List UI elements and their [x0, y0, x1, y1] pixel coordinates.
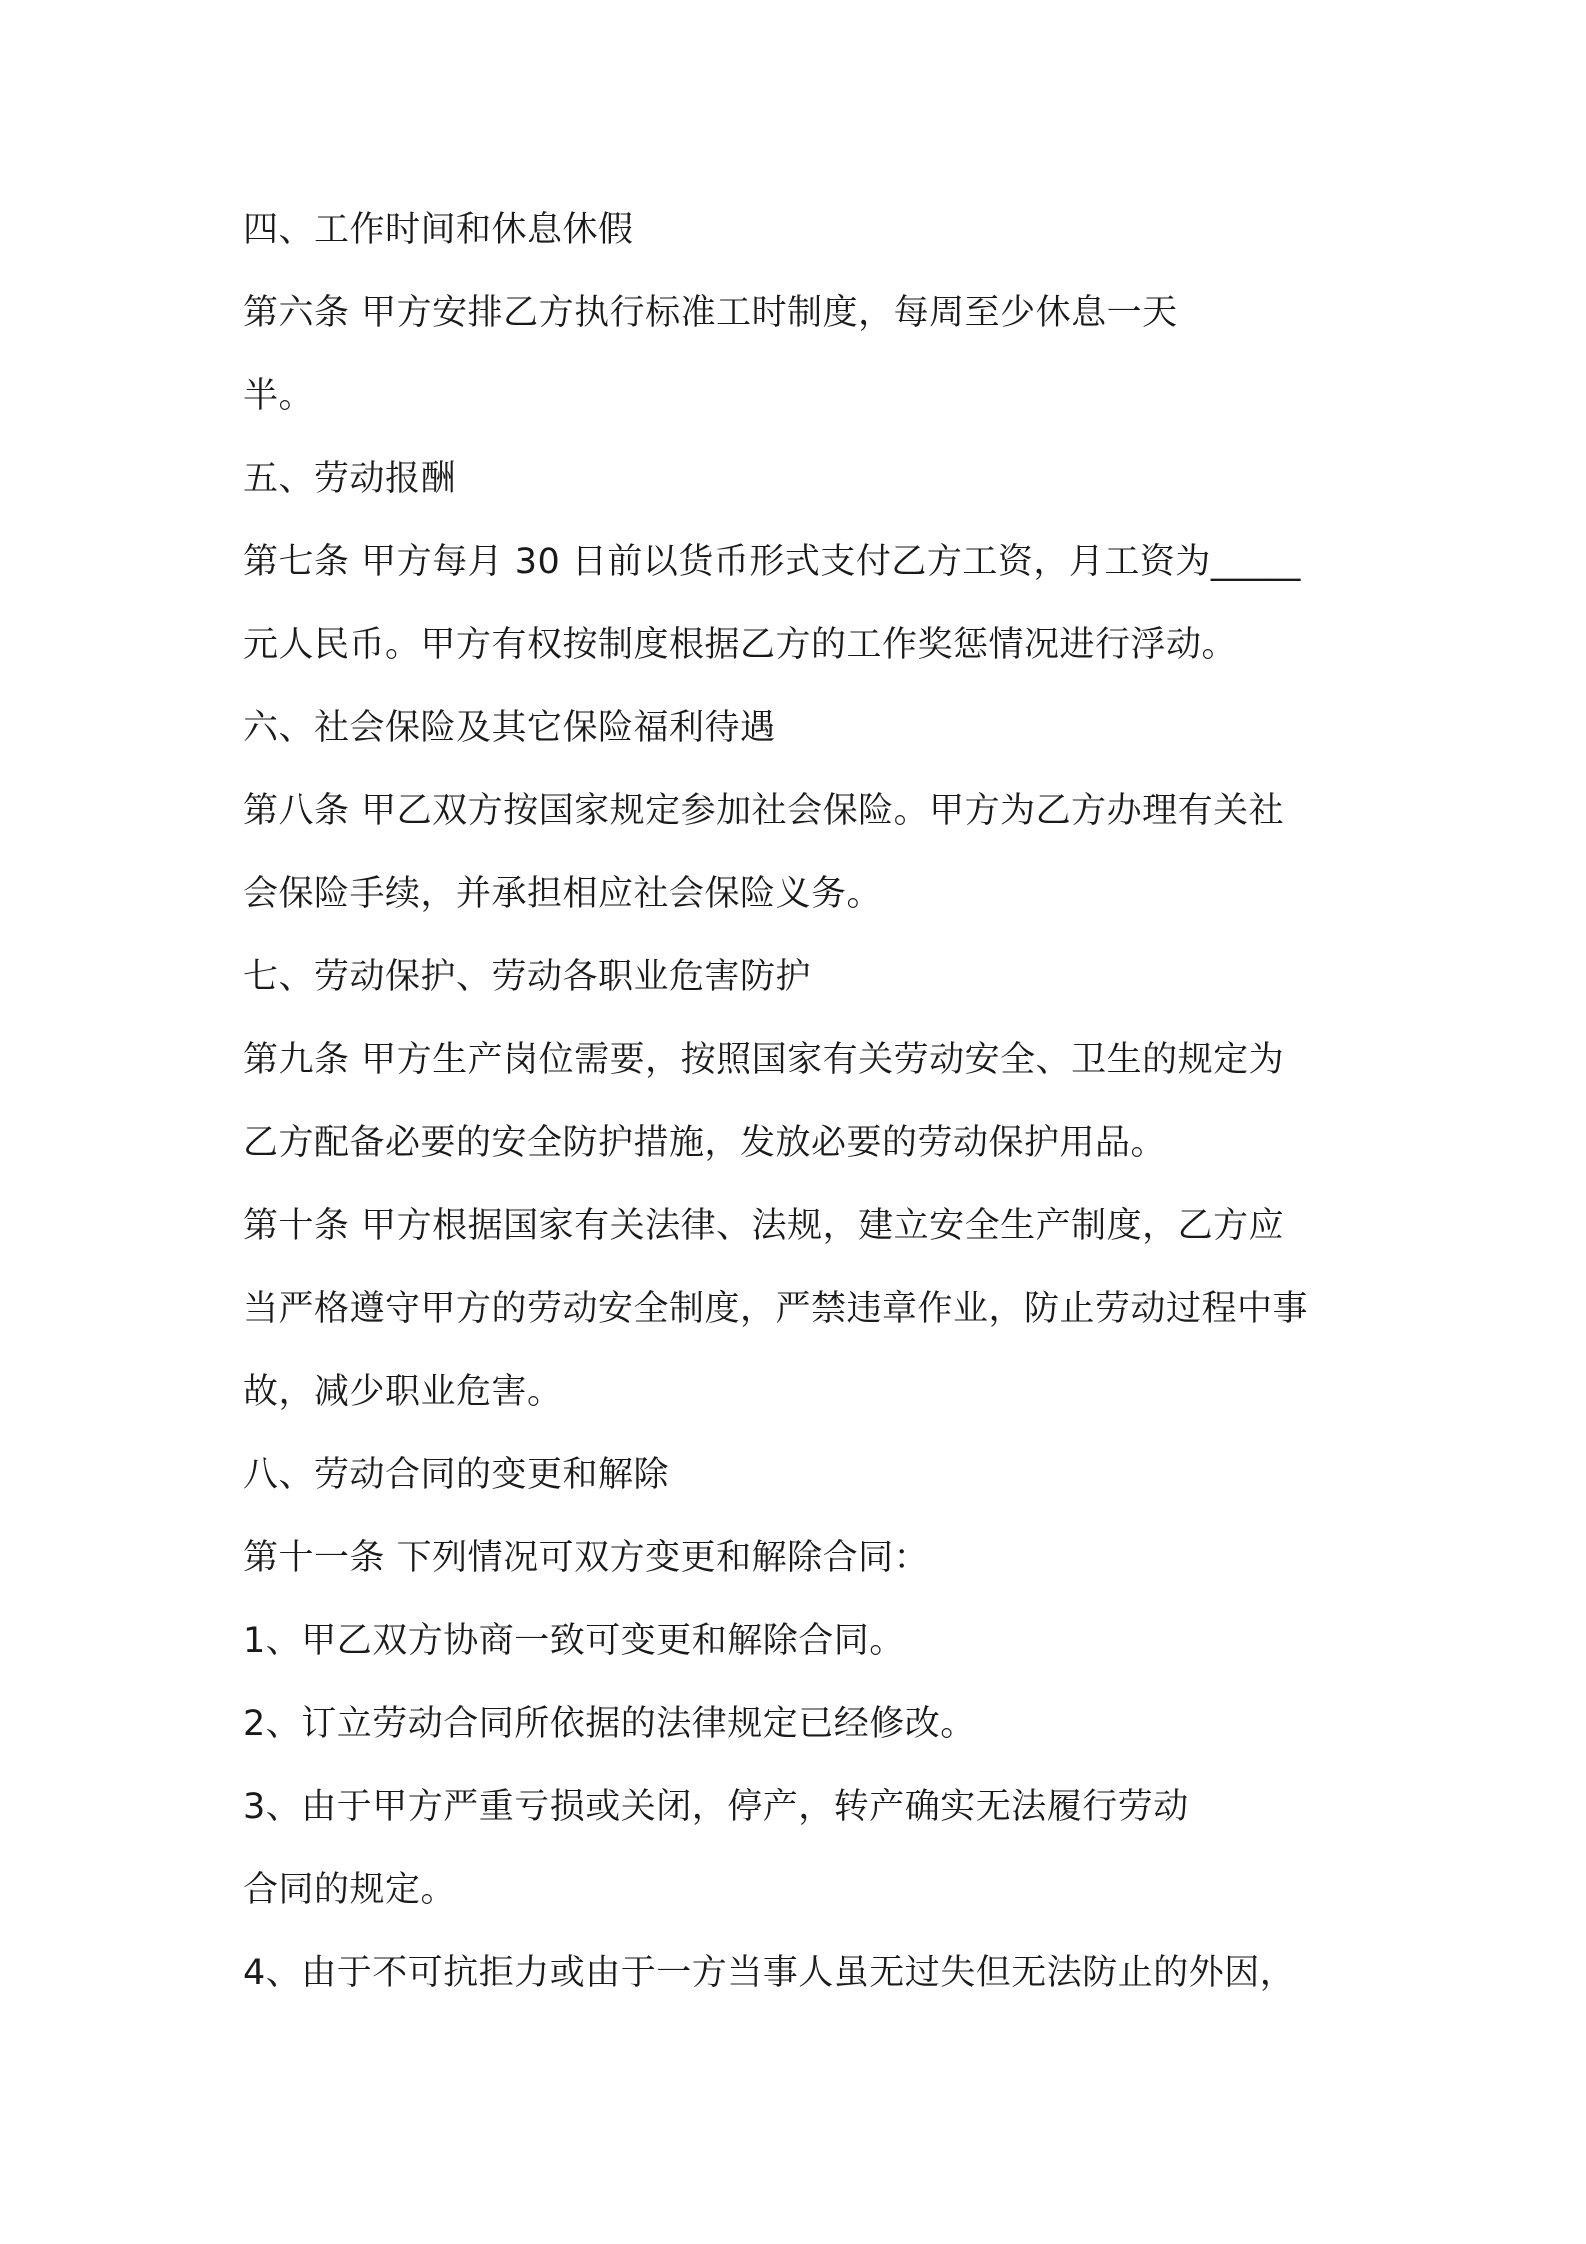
article-9-line-2: 乙方配备必要的安全防护措施，发放必要的劳动保护用品。 [243, 1123, 1167, 1163]
article-7-line-1: 第七条 甲方每月 30 日前以货币形式支付乙方工资，月工资为_____ [243, 542, 1301, 582]
section-heading-7: 七、劳动保护、劳动各职业危害防护 [243, 957, 812, 997]
article-10-line-1: 第十条 甲方根据国家有关法律、法规，建立安全生产制度，乙方应 [243, 1206, 1285, 1246]
article-10-line-3: 故，减少职业危害。 [243, 1372, 563, 1412]
section-heading-8: 八、劳动合同的变更和解除 [243, 1455, 670, 1495]
article-8-line-2: 会保险手续，并承担相应社会保险义务。 [243, 874, 883, 914]
article-6-line-2: 半。 [243, 376, 315, 416]
section-heading-6: 六、社会保险及其它保险福利待遇 [243, 708, 776, 748]
list-item-1: 1、甲乙双方协商一致可变更和解除合同。 [243, 1621, 905, 1661]
article-11-heading: 第十一条 下列情况可双方变更和解除合同： [243, 1538, 930, 1578]
list-item-2: 2、订立劳动合同所依据的法律规定已经修改。 [243, 1704, 976, 1744]
article-6-line-1: 第六条 甲方安排乙方执行标准工时制度，每周至少休息一天 [243, 293, 1178, 333]
article-8-line-1: 第八条 甲乙双方按国家规定参加社会保险。甲方为乙方办理有关社 [243, 791, 1285, 831]
list-item-3-line-1: 3、由于甲方严重亏损或关闭，停产，转产确实无法履行劳动 [243, 1787, 1189, 1827]
section-heading-4: 四、工作时间和休息休假 [243, 210, 634, 250]
article-10-line-2: 当严格遵守甲方的劳动安全制度，严禁违章作业，防止劳动过程中事 [243, 1289, 1309, 1329]
article-9-line-1: 第九条 甲方生产岗位需要，按照国家有关劳动安全、卫生的规定为 [243, 1040, 1285, 1080]
list-item-3-line-2: 合同的规定。 [243, 1870, 457, 1910]
article-7-line-2: 元人民币。甲方有权按制度根据乙方的工作奖惩情况进行浮动。 [243, 625, 1238, 665]
section-heading-5: 五、劳动报酬 [243, 459, 457, 499]
list-item-4-line-1: 4、由于不可抗拒力或由于一方当事人虽无过失但无法防止的外因， [243, 1953, 1296, 1993]
